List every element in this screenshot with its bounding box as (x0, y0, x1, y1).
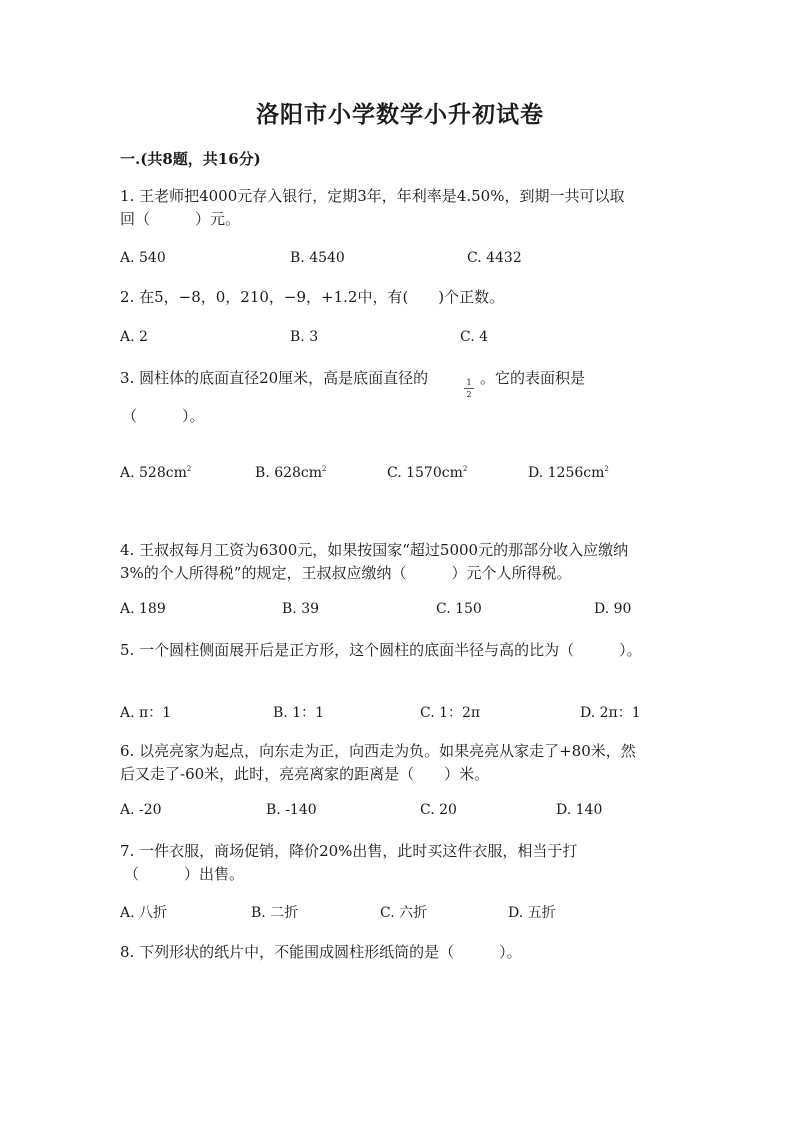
question-3-option-c (387, 465, 467, 481)
question-7-option-a: A. 八折 (120, 905, 168, 921)
question-7-line-1: 7. 一件衣服，商场促销，降价20%出售，此时买这件衣服，相当于打 (120, 842, 578, 860)
question-7-option-b: B. 二折 (251, 905, 299, 921)
question-3-option-a (120, 465, 191, 481)
question-4-line-1: 4. 王叔叔每月工资为6300元，如果按国家“超过5000元的那部分收入应缴纳 (120, 541, 629, 559)
question-5-option-d: D. 2π：1 (580, 705, 641, 721)
question-3-option-b (255, 465, 327, 481)
question-5-option-b: B. 1：1 (273, 705, 325, 721)
question-7-option-c: C. 六折 (380, 905, 428, 921)
question-4-option-c: C. 150 (436, 601, 482, 617)
question-2-option-b: B. 3 (290, 329, 319, 345)
unit-superscript: 2 (604, 465, 609, 473)
question-3-option-d (528, 465, 609, 481)
question-3-line-1-end: 。它的表面积是 (480, 369, 586, 387)
question-4-line-2: 3%的个人所得税”的规定，王叔叔应缴纳（ ）元个人所得税。 (120, 564, 572, 582)
option-text: B. 628cm (255, 465, 323, 481)
fraction-denominator: 2 (466, 390, 472, 399)
question-1-option-b: B. 4540 (290, 250, 345, 266)
unit-superscript: 2 (462, 465, 468, 473)
question-5-option-a: A. π：1 (120, 705, 172, 721)
unit-superscript: 2 (322, 465, 327, 473)
option-text: A. 528cm (120, 465, 187, 481)
question-1-option-a: A. 540 (120, 250, 166, 266)
question-2-line-1: 2. 在5，−8，0，210，−9，+1.2中，有( )个正数。 (120, 288, 505, 306)
question-3-line-2: （ ）。 (122, 407, 205, 425)
option-text: C. 1570cm (387, 465, 463, 481)
page-title: 洛阳市小学数学小升初试卷 (256, 101, 544, 128)
question-4-option-d: D. 90 (594, 601, 632, 617)
question-5-option-c: C. 1：2π (420, 705, 481, 721)
fraction-bar (464, 388, 474, 389)
question-6-option-c: C. 20 (420, 802, 457, 818)
question-6-line-1: 6. 以亮亮家为起点，向东走为正，向西走为负。如果亮亮从家走了+80米，然 (120, 742, 636, 760)
question-4-option-a: A. 189 (120, 601, 166, 617)
question-6-line-2: 后又走了-60米，此时，亮亮离家的距离是（ ）米。 (120, 765, 490, 783)
question-2-option-a: A. 2 (120, 329, 148, 345)
question-7-line-2: （ ）出售。 (124, 865, 245, 883)
option-text: D. 1256cm (528, 465, 605, 481)
question-3-fraction (464, 378, 474, 399)
question-2-option-c: C. 4 (460, 329, 489, 345)
question-7-option-d: D. 五折 (508, 905, 556, 921)
question-8-line-1: 8. 下列形状的纸片中，不能围成圆柱形纸筒的是（ ）。 (120, 943, 522, 961)
question-3-line-1-start: 3. 圆柱体的底面直径20厘米，高是底面直径的 (120, 369, 429, 387)
question-4-option-b: B. 39 (282, 601, 320, 617)
question-6-option-b: B. -140 (266, 802, 317, 818)
question-1-option-c: C. 4432 (467, 250, 522, 266)
question-6-option-a: A. -20 (120, 802, 162, 818)
question-1-line-1: 1. 王老师把4000元存入银行，定期3年，年利率是4.50%，到期一共可以取 (120, 187, 625, 205)
question-1-line-2: 回（ ）元。 (120, 210, 241, 228)
question-6-option-d: D. 140 (556, 802, 603, 818)
unit-superscript: 2 (186, 465, 192, 473)
fraction-numerator: 1 (466, 378, 472, 387)
section-heading: 一.(共8题，共16分) (120, 150, 261, 168)
question-5-line-1: 5. 一个圆柱侧面展开后是正方形，这个圆柱的底面半径与高的比为（ ）。 (120, 641, 642, 659)
